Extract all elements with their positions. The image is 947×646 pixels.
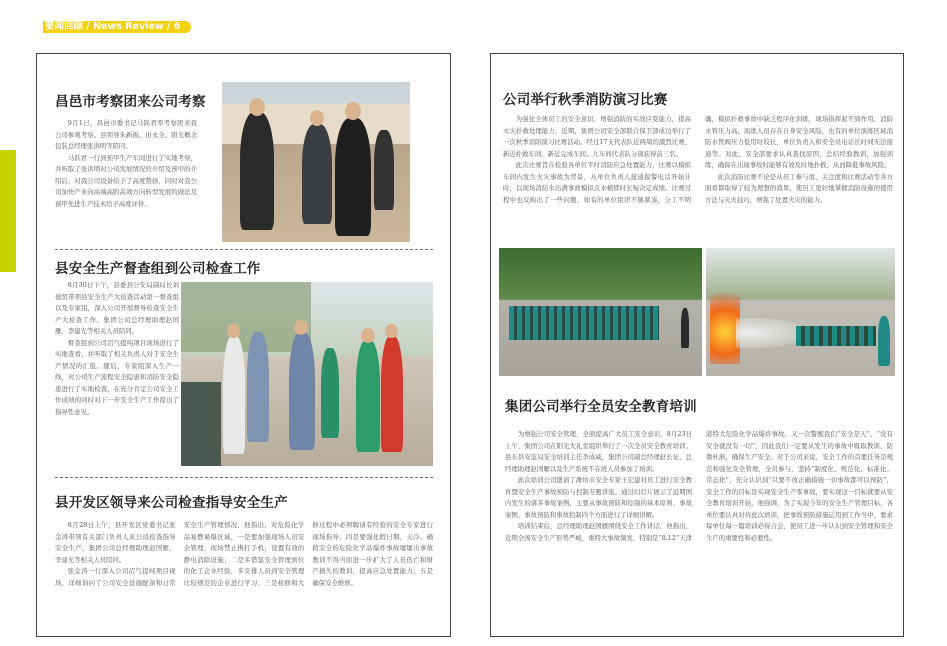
article-title-fire-drill: 公司举行秋季消防演习比赛 (503, 92, 668, 108)
photo-fire-drill-lineup (499, 248, 702, 376)
paragraph: 8月28日上午，县开发区党委书记张金涛带领有关部门负责人来公司检查指导安全生产，集团公司总经理助理赵国雁，李建光等相关人员陪同。 (55, 521, 176, 564)
right-page (490, 53, 904, 637)
paragraph: 此次消防比赛不论是从员工参与度、关注度和比赛活动等各方面看都取得了较为理想的效果，使员工更好地掌握消防设施的使用方法与灭火技巧，增强了处置火灾的能力。 (705, 172, 893, 204)
paragraph: 培训结束后，总经理助理赵国雁围绕安全工作讲话，他指出，近期全国安全生产形势严峻，重特大事故频发，特别是“8.12”天津港特大危险化学品爆炸事故，又一次警醒我们“安全是天”，“没有安全就没有一切”，因此我们一定要从发生的事故中吸取教训，防微杜渐，确保生产安全。对于公司来说，安全工作的首要任务是规范和强化安全管理，全员参与，坚持“制度化、规范化、标准化、常态化”，充分认识到“只要不放正确措施一切事故都可以预防”，安全工作的目标是实现安全生产零事故，要实现这一目标就要从安全教育培训开始，他强调，为了实现今年的安全生产管理目标，各单位要认真对待此次培训，把事故预防措施运用到工作当中，要求每单位每一篇培训必得合会，使员工进一步认识到安全管理和安全生产的重要性和必要性。 (505, 430, 893, 542)
photo-safety-supervision (181, 282, 433, 466)
photo-inspection-team (222, 82, 410, 242)
paragraph: 8月30日下午，县委县公安局副局长刘德贤带领县安全生产大检查活动第一督查组以及专家组，深入公司开展督导检查安全生产大检查工作。集团公司总经理助理赵国雁，李建光等相关人员陪同。 (55, 281, 179, 335)
article-title-inspection-team: 昌邑市考察团来公司考察 (55, 94, 206, 110)
paragraph: 督查组到公司沼气提纯项目现场进行了实地查看，并听取了相关负责人对于安全生产情况的汇报。随后，专家组深入生产一线，对公司生产流程安全隐患和消防安全隐患进行了实地检查，在充分肯定公司安全工作成绩的同时对下一步安全生产工作提出了指导性意见。 (55, 338, 179, 416)
left-page (36, 53, 451, 637)
article-body-inspection-team (55, 118, 197, 244)
article-divider (55, 477, 433, 478)
paragraph: 张金涛一行深入公司沼气提纯项目现场，详细询问了公司安全设施配备和日常安全生产管理情况，他指出，对危险化学品易燃易爆区域，一是要加强现场人员安全管理，现场禁止携打手机，设置有效的静电消除设施；二是多借鉴安全管理到位的化工企业经验，多安排人员到安全管理比较规范的企业进行学习；三是检修和大修过程中必须聘请有经验的安全专家进行现场指导；四是要强化假日期，天冷、确稍安全的危险化学品爆炸事故屡屡出事故教训不得当而进一步扩大了人员伤亡和财产损失的教训，提高应急处置能力；五是确保安全维修。 (55, 521, 433, 587)
paragraph: 9月1日，昌邑市委书记马跃君率考察团来我公司参观考察。县领导朱新振、田永全、阳光概念包装总经理张洪明等陪同。 (55, 119, 197, 150)
article-body-safety-training (505, 429, 893, 627)
article-title-safety-supervision: 县安全生产督查组到公司检查工作 (55, 261, 261, 277)
article-title-safety-training: 集团公司举行全员安全教育培训 (505, 399, 697, 415)
article-body-fire-drill (503, 114, 893, 246)
paragraph: 马跃君一行到预甲生产车间进行了实地考察，并听取了张洪明对公司发展情况的介绍及预甲的介绍后，对我公司设备给予了高度赞扬，同时对我公司加快产业向高端高附高效方向转型发展的做法及预甲先进生产技术给予高度评价。 (55, 153, 197, 208)
article-body-development-zone (55, 520, 433, 615)
article-title-development-zone: 县开发区领导来公司检查指导安全生产 (55, 495, 288, 511)
article-divider (55, 249, 433, 250)
paragraph: 此次比赛旨在检验各单位平时消防应急处置能力，比赛以模拟车间内发生火灾事故为背景，从单位负责人接通报警电话开始计时，以现场消防水出满事故模拟点水桶即时长短决定成绩。比赛过程中也反映出了一些问题，如有的单位组织不够紧凑，分工不明确，模拟扑救事故中缺乏程序化训练，现场指挥起不到作用，消防水管压力高，演练人员存在自身安全风险，也有的单位演练区域消防水管阀压力低用时较长，单位负责人和安全员电话长时间无法接通等。对此，安全部要求认真查找原因，总结经验教训，加强训练，确保在出现事故时能够有效及时地扑救，从而降低事故风险。 (503, 115, 893, 204)
article-body-safety-supervision (55, 280, 179, 476)
paragraph: 此次培训公司邀请了潍坊市安全专家王宏建对员工进行安全教育暨安全生产事故预防与控制专题讲座。通过幻灯片展示了近期国内发生的诸多事故案例，主要从事故预防和控制的基本原则、事故案例、事故预防和事故控制四个方面进行了详细讲解。 (505, 476, 692, 519)
paragraph: 为增强公司安全管理，全面提高广大员工安全意识，8月23日上午，集团公司在阳光大礼堂组织举行了一次全员安全教育培训。县东县安监局安全培训主任李成威，集团公司副总经理赵长征，总经理助理赵国雁以及生产系统不在班人员参加了培训。 (505, 430, 692, 473)
section-header-bar (43, 21, 191, 33)
paragraph: 为强化全体员工的安全意识，增强消防的实战应变能力，提高火灾扑救处理能力，近期，集团公司安全部联合保卫部成功举行了一次秋季消防演习比赛活动。经过17支代表队近两周的激烈比赛，新近扑救车间、新近完成车间、九车间代表队分别获得前三名。 (503, 115, 691, 158)
section-header-label: 要闻回顾 / News Review / 6 (45, 21, 181, 32)
photo-fire-drill-extinguish (706, 248, 895, 376)
side-color-tab (0, 150, 16, 272)
